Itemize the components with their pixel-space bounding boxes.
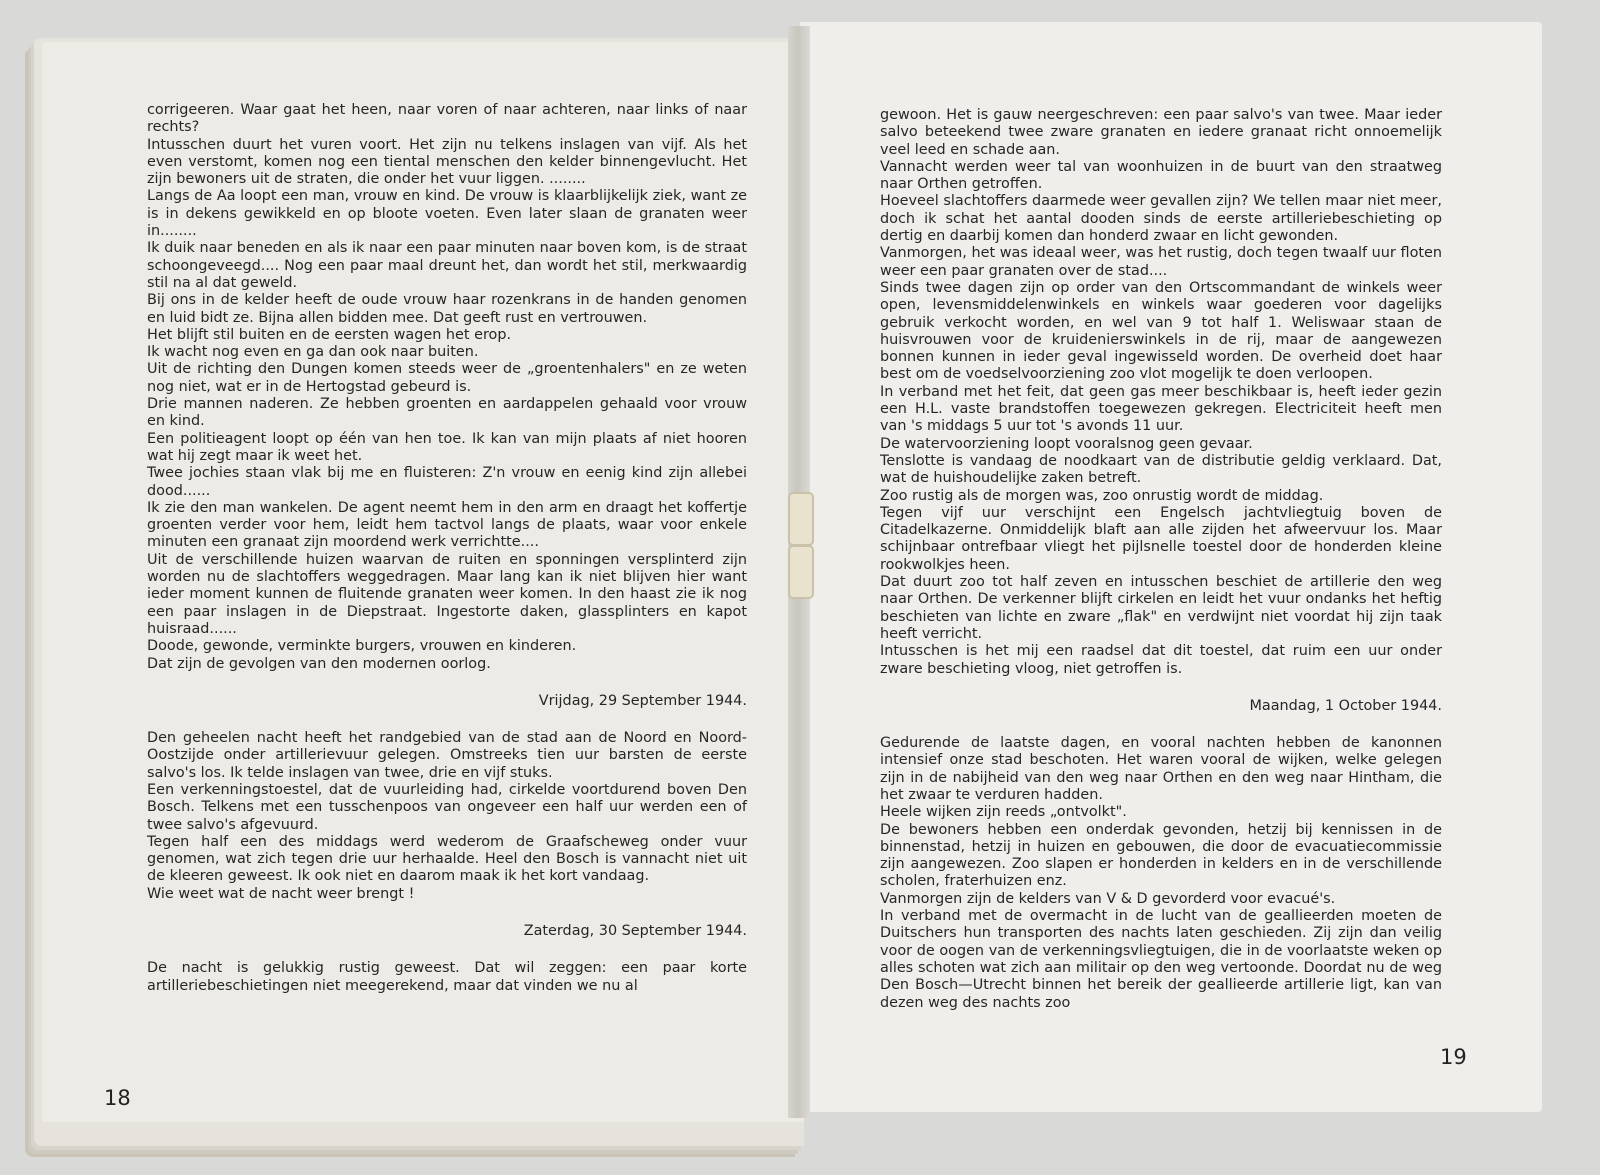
date-heading: Vrijdag, 29 September 1944. <box>538 692 747 709</box>
paragraph: Den geheelen nacht heeft het randgebied van de stad aan de Noord en Noord-Oostzijde onder artillerievuur gelegen. Omstreeks tien uur barsten de eerste salvo's los. Ik telde inslagen van twee, drie en vijf stuks. <box>147 730 747 781</box>
page-number: 18 <box>104 1086 131 1110</box>
paragraph: Tenslotte is vandaag de noodkaart van de distributie geldig verklaard. Dat, wat de huishoudelijke zaken betreft. <box>880 452 1442 487</box>
paragraph: De nacht is gelukkig rustig geweest. Dat wil zeggen: een paar korte artilleriebeschietingen niet meegerekend, maar dat vinden we nu al <box>147 960 747 994</box>
paragraph: Dat zijn de gevolgen van den modernen oorlog. <box>147 655 491 672</box>
paragraph: Uit de richting den Dungen komen steeds weer de „groentenhalers" en ze weten nog niet, wat er in de Hertogstad gebeurd is. <box>147 361 747 395</box>
paragraph: Vanmorgen, het was ideaal weer, was het rustig, doch tegen twaalf uur floten weer een paar granaten over de stad.... <box>880 245 1442 279</box>
paragraph: Sinds twee dagen zijn op order van den Ortscommandant de winkels weer open, levensmiddelenwinkels en winkels waar goederen voor dagelijks gebruik verkocht worden, en wel van 9 tot half 1. Weliswaar staan de huisvrouwen voor de kruidenierswinkels in de rij, maar de aangewezen bonnen kunnen in ieder geval ingewisseld worden. De overheid doet haar best om de voedselvoorziening zoo vlot mogelijk te doen verloopen. <box>880 279 1442 383</box>
paragraph: De bewoners hebben een onderdak gevonden, hetzij bij kennissen in de binnenstad, hetzij in huizen en gebouwen, die door de evacuatiecommissie zijn aangewezen. Zoo slapen er honderden in kelders en in de verschillende scholen, fraterhuizen enz. <box>880 821 1442 890</box>
paragraph: Drie mannen naderen. Ze hebben groenten en aardappelen gehaald voor vrouw en kind. <box>147 396 747 430</box>
paragraph: Dat duurt zoo tot half zeven en intusschen beschiet de artillerie den weg naar Orthen. De verkenner blijft cirkelen en leidt het vuur ondanks het heftig beschieten van lichte en zware „flak" en verdwijnt niet voordat hij zijn taak heeft verricht. <box>880 574 1442 642</box>
staple <box>788 492 814 546</box>
paragraph: Tegen half een des middags werd wederom de Graafscheweg onder vuur genomen, wat zich tegen drie uur herhaalde. Heel den Bosch is vannacht niet uit de kleeren geweest. Ik ook niet en daarom maak ik het kort vandaag. <box>147 833 747 885</box>
paragraph: Ik zie den man wankelen. De agent neemt hem in den arm en draagt het koffertje groenten verder voor hem, leidt hem tactvol langs de plaats, waar voor enkele minuten een granaat zijn moordend werk verrichtte.... <box>147 499 747 551</box>
paragraph: Intusschen is het mij een raadsel dat dit toestel, dat ruim een uur onder zware beschieting vloog, niet getroffen is. <box>880 643 1442 677</box>
paragraph: Een politieagent loopt op één van hen toe. Ik kan van mijn plaats af niet hooren wat hij zegt maar ik weet het. <box>147 430 747 464</box>
date-heading: Zaterdag, 30 September 1944. <box>523 923 747 940</box>
paragraph: Zoo rustig als de morgen was, zoo onrustig wordt de middag. <box>880 487 1324 504</box>
left-page <box>42 42 804 1122</box>
page-number: 19 <box>1440 1045 1467 1069</box>
paragraph: In verband met het feit, dat geen gas meer beschikbaar is, heeft ieder gezin een H.L. vaste brandstoffen toegewezen gekregen. Electriciteit heeft men van 's middags 5 uur tot 's avonds 11 uur. <box>880 383 1442 435</box>
paragraph: De watervoorziening loopt vooralsnog geen gevaar. <box>880 435 1253 452</box>
paragraph: Twee jochies staan vlak bij me en fluisteren: Z'n vrouw en eenig kind zijn allebei dood...... <box>147 465 747 499</box>
date-heading: Maandag, 1 October 1944. <box>1249 697 1442 714</box>
paragraph: corrigeeren. Waar gaat het heen, naar voren of naar achteren, naar links of naar rechts? <box>147 102 747 136</box>
paragraph: gewoon. Het is gauw neergeschreven: een paar salvo's van twee. Maar ieder salvo beteekend twee zware granaten en iedere granaat richt onnoemelijk veel leed en schade aan. <box>880 107 1442 158</box>
paragraph: Ik wacht nog even en ga dan ook naar buiten. <box>147 344 479 361</box>
paragraph: Gedurende de laatste dagen, en vooral nachten hebben de kanonnen intensief onze stad beschoten. Het waren vooral de wijken, welke gelegen zijn in de nabijheid van den weg naar Orthen en den weg naar Hintham, die het zwaar te verduren hadden. <box>880 735 1442 803</box>
paragraph: Heele wijken zijn reeds „ontvolkt". <box>880 804 1127 821</box>
right-page-text <box>880 107 1442 1012</box>
paragraph: Bij ons in de kelder heeft de oude vrouw haar rozenkrans in de handen genomen en luid bidt ze. Bijna allen bidden mee. Dat geeft rust en vertrouwen. <box>147 292 747 326</box>
left-page-text <box>147 102 747 995</box>
paragraph: Vannacht werden weer tal van woonhuizen in de buurt van den straatweg naar Orthen getroffen. <box>880 158 1442 193</box>
paragraph: Vanmorgen zijn de kelders van V & D gevorderd voor evacué's. <box>880 890 1336 907</box>
paragraph: Doode, gewonde, verminkte burgers, vrouwen en kinderen. <box>147 638 577 655</box>
paragraph: Een verkenningstoestel, dat de vuurleiding had, cirkelde voortdurend boven Den Bosch. Telkens met een tusschenpoos van ongeveer een half uur werden een of twee salvo's afgevuurd. <box>147 781 747 833</box>
paragraph: Wie weet wat de nacht weer brengt ! <box>147 885 415 902</box>
paragraph: Intusschen duurt het vuren voort. Het zijn nu telkens inslagen van vijf. Als het even verstomt, komen nog een tiental menschen den kelder binnengevlucht. Het zijn bewoners uit de straten, die onder het vuur liggen. ........ <box>147 136 747 188</box>
paragraph: Uit de verschillende huizen waarvan de ruiten en sponningen versplinterd zijn worden nu de slachtoffers weggedragen. Maar lang kan ik niet blijven hier want ieder moment kunnen de fluitende granaten weer komen. In den haast zie ik nog een paar inslagen in de Diepstraat. Ingestorte daken, glassplinters en kapot huisraad...... <box>147 551 747 637</box>
paragraph: Het blijft stil buiten en de eersten wagen het erop. <box>147 326 512 343</box>
paragraph: Langs de Aa loopt een man, vrouw en kind. De vrouw is klaarblijkelijk ziek, want ze is in dekens gewikkeld en op bloote voeten. Even later slaan de granaten weer in........ <box>147 188 747 240</box>
paragraph: Ik duik naar beneden en als ik naar een paar minuten naar boven kom, is de straat schoongeveegd.... Nog een paar maal dreunt het, dan wordt het stil, merkwaardig stil na al dat geweld. <box>147 240 747 291</box>
paragraph: Tegen vijf uur verschijnt een Engelsch jachtvliegtuig boven de Citadelkazerne. Onmiddelijk blaft aan alle zijden het afweervuur los. Maar schijnbaar ontrefbaar vliegt het pijlsnelle toestel door de honderden kleine rookwolkjes heen. <box>880 504 1442 573</box>
paragraph: In verband met de overmacht in de lucht van de geallieerden moeten de Duitschers hun transporten des nachts laten geschieden. Zij zijn dan veilig voor de oogen van de verkenningsvliegtuigen, die in de voorlaatste weken op alles schoten wat zich aan militair op den weg vertoonde. Doordat nu de weg Den Bosch—Utrecht binnen het bereik der geallieerde artillerie ligt, kan van dezen weg des nachts zoo <box>880 908 1442 1011</box>
staple <box>788 545 814 599</box>
paragraph: Hoeveel slachtoffers daarmede weer gevallen zijn? We tellen maar niet meer, doch ik schat het aantal dooden sinds de eerste artilleriebeschieting op dertig en daarbij komen dan honderd zwaar en licht gewonden. <box>880 193 1442 245</box>
right-page <box>800 22 1542 1112</box>
